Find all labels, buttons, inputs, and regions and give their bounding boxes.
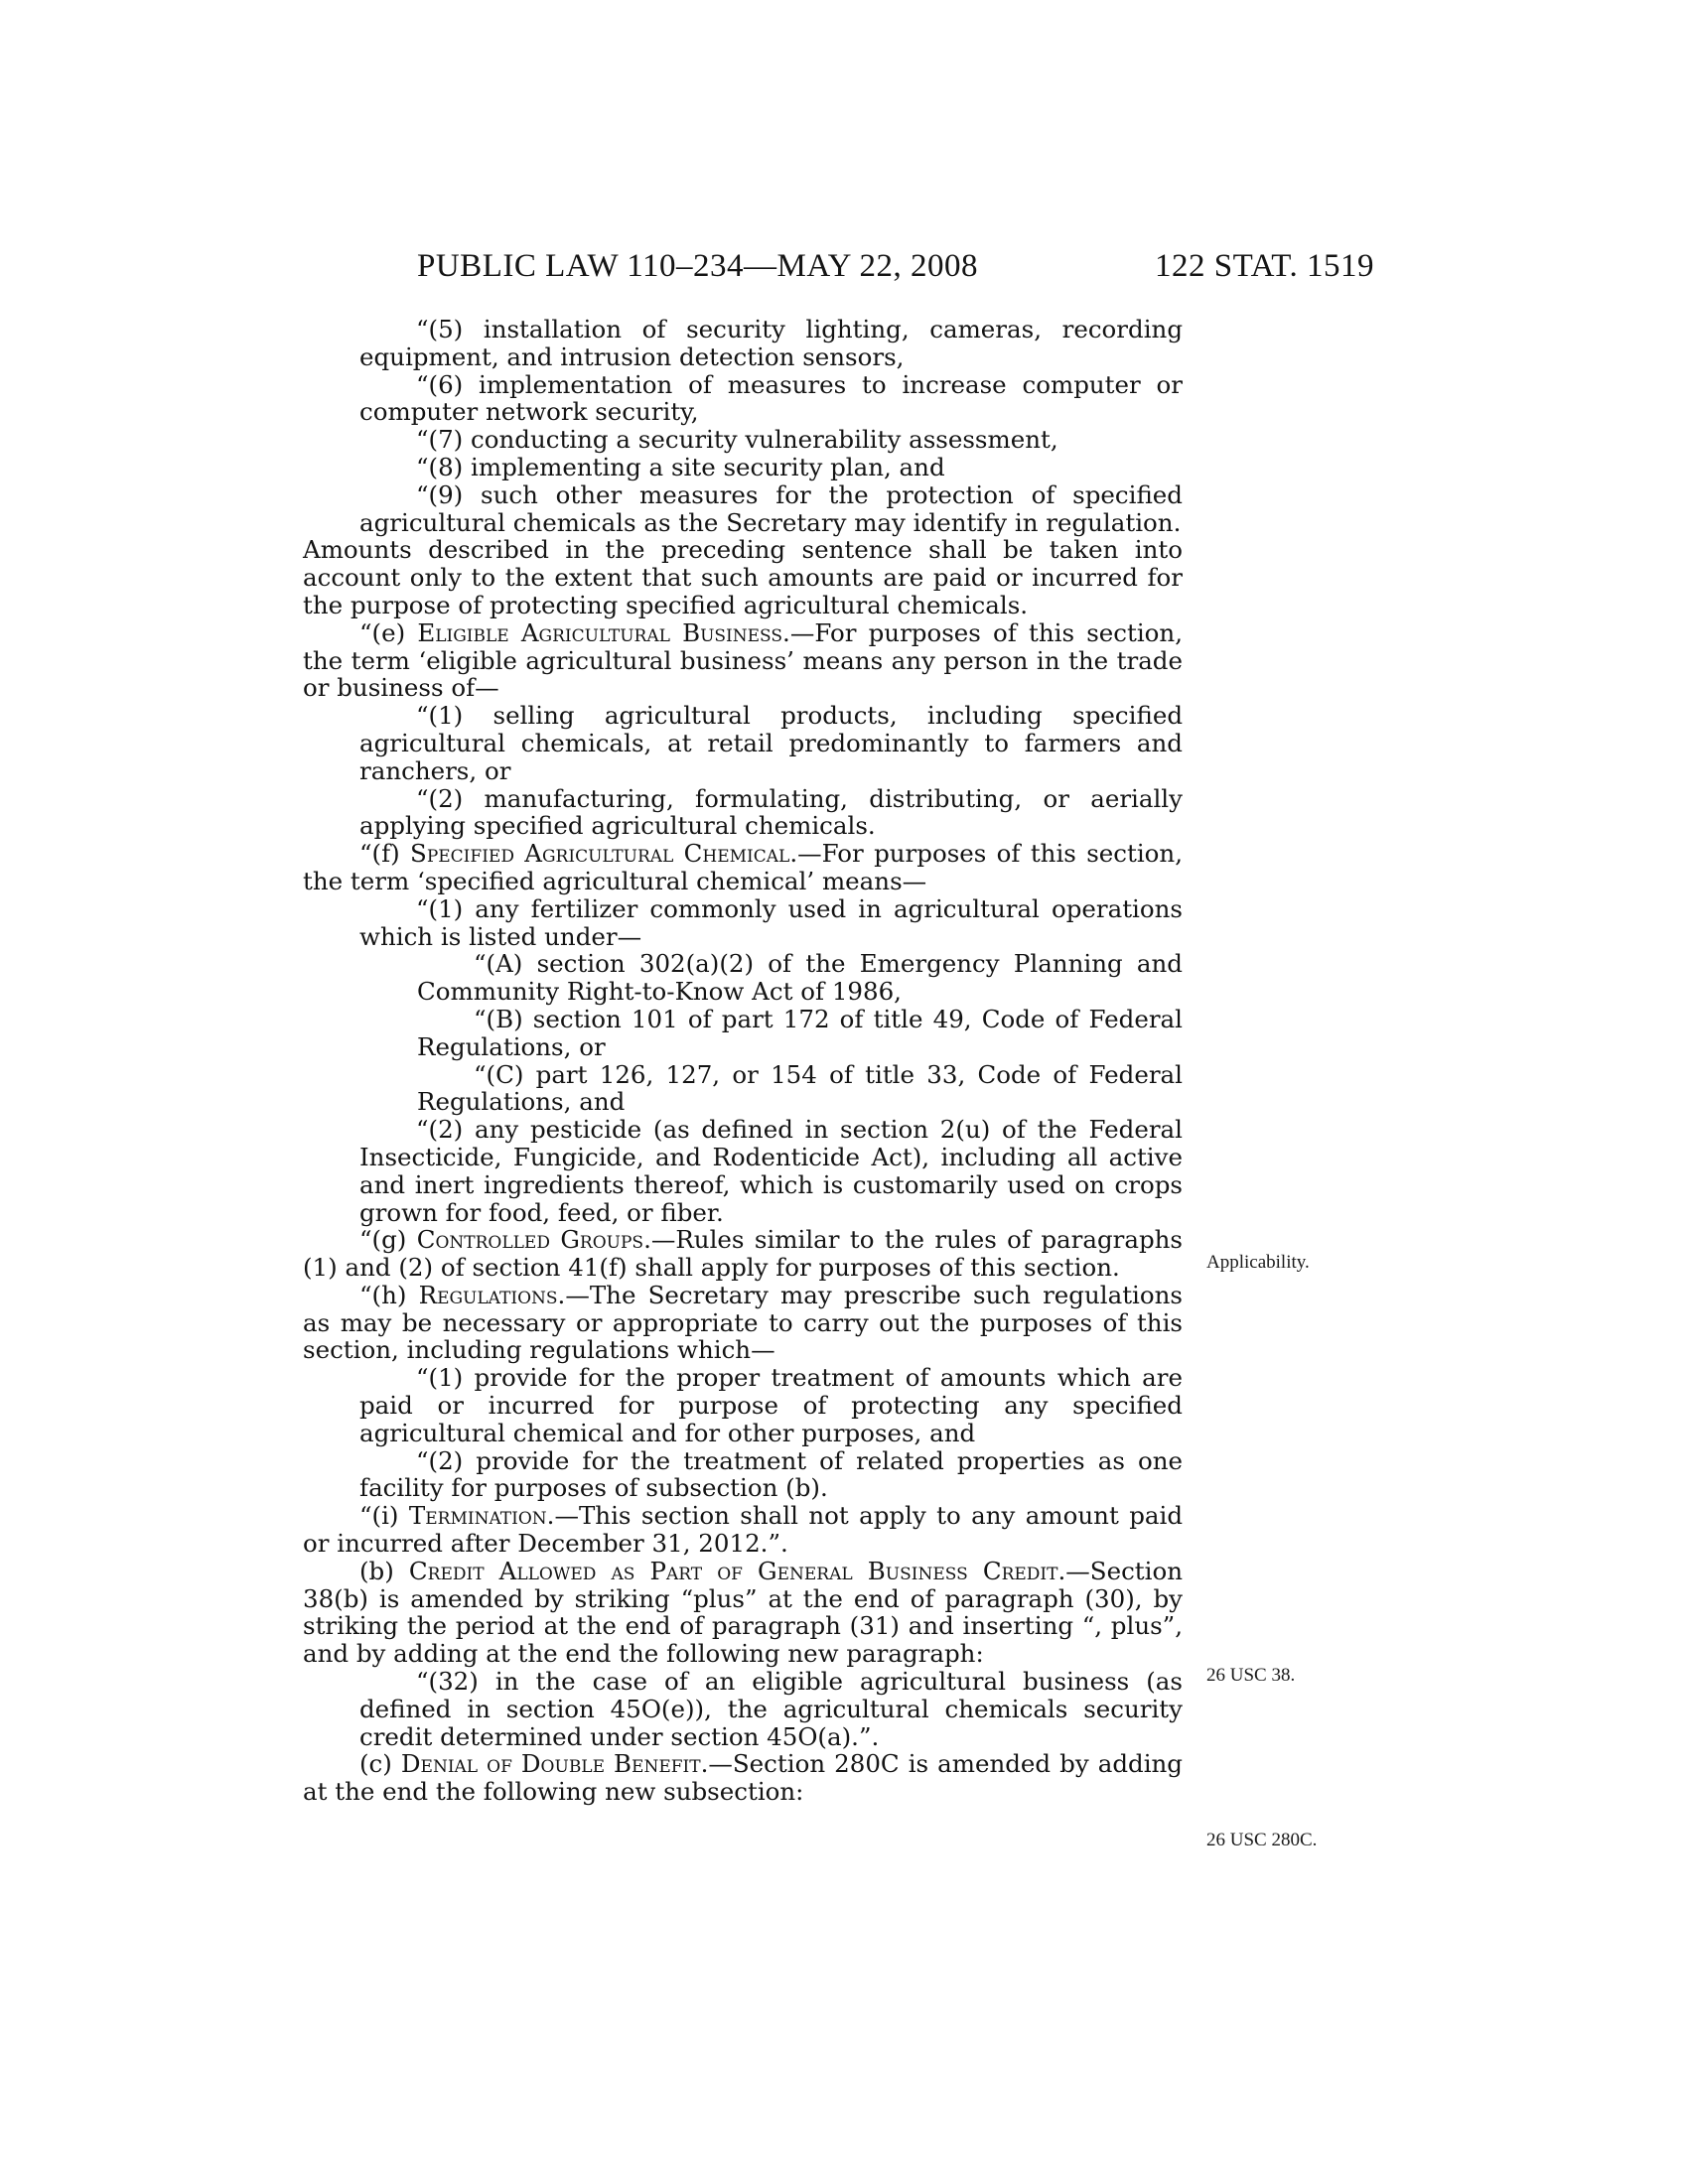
subsection-h-heading: Regulations. xyxy=(418,1280,566,1309)
subsection-f-text: —For purposes of this section, the term ‘specified agricultural chemical’ means— xyxy=(303,839,1183,895)
subsection-e-text: —For purposes of this section, the term ‘eligible agricultural business’ means any person in the trade or business of— xyxy=(303,617,1183,703)
margin-note-usc-38: 26 USC 38. xyxy=(1206,1665,1296,1686)
subsection-h xyxy=(303,1282,1183,1364)
para-9: “(9) such other measures for the protection of specified agricultural chemicals as the Secretary may identify in regulation. xyxy=(359,479,1183,537)
section-b-prefix: (b) xyxy=(359,1556,409,1585)
subsection-f-heading: Specified Agricultural Chemical. xyxy=(410,839,798,869)
section-b-heading: Credit Allowed as Part of General Business Credit. xyxy=(408,1556,1066,1585)
subsection-e-prefix: “(e) xyxy=(359,617,418,647)
para-fA: “(A) section 302(a)(2) of the Emergency Planning and Community Right-to-Know Act of 1986, xyxy=(417,949,1183,1007)
para-6: “(6) implementation of measures to increase computer or computer network security, xyxy=(359,369,1183,427)
subsection-i-text: —This section shall not apply to any amount paid or incurred after December 31, 2012.”. xyxy=(303,1501,1183,1559)
para-fB: “(B) section 101 of part 172 of title 49, Code of Federal Regulations, or xyxy=(417,1004,1183,1061)
section-c-text: —Section 280C is amended by adding at the end the following new subsection: xyxy=(303,1749,1183,1807)
para-7: “(7) conducting a security vulnerability assessment, xyxy=(416,425,1058,455)
subsection-e xyxy=(303,619,1183,702)
margin-note-usc-280c: 26 USC 280C. xyxy=(1206,1830,1318,1850)
para-h1: “(1) provide for the proper treatment of amounts which are paid or incurred for purpose of protecting any specified agricultural chemical and for other purposes, and xyxy=(359,1363,1183,1447)
para-5: “(5) installation of security lighting, cameras, recording equipment, and intrusion detection sensors, xyxy=(359,315,1183,371)
para-8: “(8) implementing a site security plan, and xyxy=(416,452,945,481)
para-b32: “(32) in the case of an eligible agricultural business (as defined in section 45O(e)), the agricultural chemicals security credit determined under section 45O(a).”. xyxy=(359,1667,1183,1751)
section-c-heading: Denial of Double Benefit. xyxy=(400,1749,709,1779)
subsection-h-prefix: “(h) xyxy=(359,1280,419,1309)
page-header-title: PUBLIC LAW 110–234—MAY 22, 2008 xyxy=(417,248,979,284)
subsection-e-heading: Eligible Agricultural Business. xyxy=(417,617,790,647)
subsection-h-text: —The Secretary may prescribe such regulations as may be necessary or appropriate to carry out the purposes of this section, including regulations which— xyxy=(303,1280,1183,1365)
section-b-text: —Section 38(b) is amended by striking “plus” at the end of paragraph (30), by striking the period at the end of paragraph (31) and inserting “, plus”, and by adding at the end the following new paragraph: xyxy=(303,1556,1183,1669)
subsection-i-prefix: “(i) xyxy=(359,1501,409,1531)
para-f2: “(2) any pesticide (as defined in section 2(u) of the Federal Insecticide, Fungicide, and Rodenticide Act), including all active and inert ingredients thereof, which is customarily used on crops grown for food, feed, or fiber. xyxy=(359,1115,1183,1227)
subsection-i-heading: Termination. xyxy=(408,1501,555,1531)
para-amounts: Amounts described in the preceding sentence shall be taken into account only to the extent that such amounts are paid or incurred for the purpose of protecting specified agricultural chemicals. xyxy=(303,535,1183,619)
para-fC: “(C) part 126, 127, or 154 of title 33, Code of Federal Regulations, and xyxy=(417,1059,1183,1117)
subsection-g-text: —Rules similar to the rules of paragraphs (1) and (2) of section 41(f) shall apply for purposes of this section. xyxy=(303,1225,1183,1283)
section-c-prefix: (c) xyxy=(359,1749,401,1779)
subsection-g xyxy=(303,1226,1183,1282)
page-header-stat: 122 STAT. 1519 xyxy=(1155,248,1375,284)
subsection-g-heading: Controlled Groups. xyxy=(416,1225,651,1255)
subsection-g-prefix: “(g) xyxy=(359,1225,417,1255)
margin-note-applicability: Applicability. xyxy=(1206,1252,1310,1273)
para-e1: “(1) selling agricultural products, including specified agricultural chemicals, at retail predominantly to farmers and ranchers, or xyxy=(359,701,1183,785)
para-h2: “(2) provide for the treatment of related properties as one facility for purposes of subsection (b). xyxy=(359,1445,1183,1503)
statute-body xyxy=(303,316,1183,1806)
para-f1: “(1) any fertilizer commonly used in agricultural operations which is listed under— xyxy=(359,893,1183,951)
section-c xyxy=(303,1750,1183,1806)
subsection-i xyxy=(303,1502,1183,1558)
para-e2: “(2) manufacturing, formulating, distributing, or aerially applying specified agricultural chemicals. xyxy=(359,783,1183,841)
subsection-f xyxy=(303,840,1183,895)
section-b xyxy=(303,1558,1183,1668)
subsection-f-prefix: “(f) xyxy=(359,839,411,869)
